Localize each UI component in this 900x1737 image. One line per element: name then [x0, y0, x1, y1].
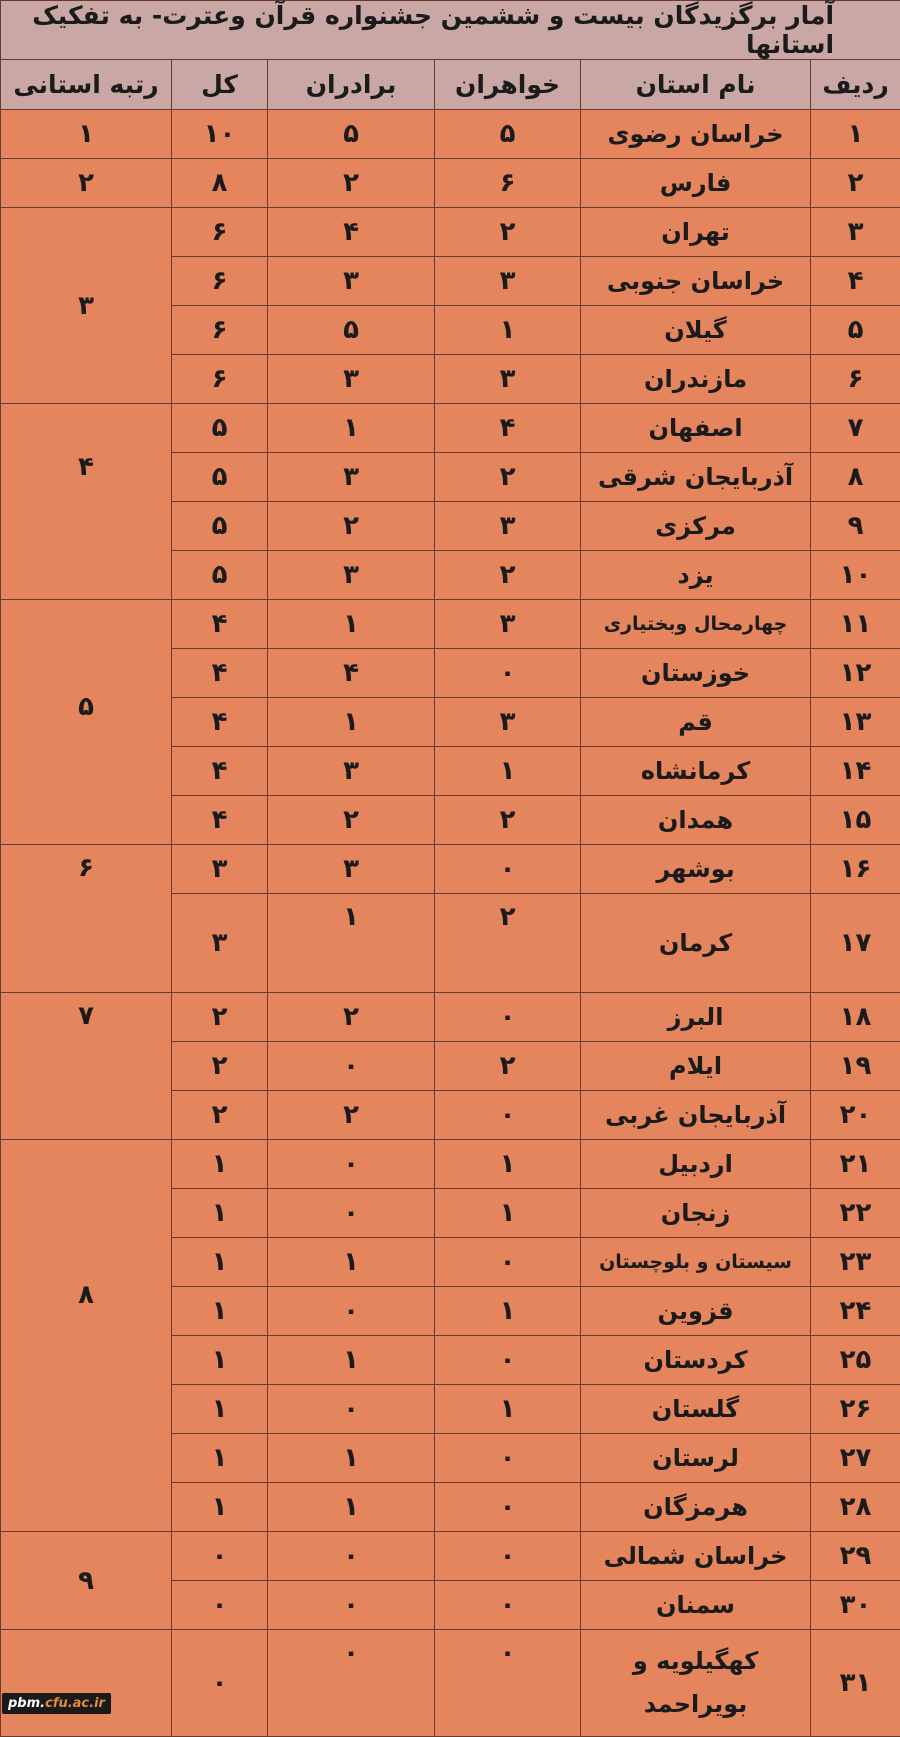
total-count: ۶: [172, 208, 268, 257]
brothers-count: ۴: [268, 649, 435, 698]
total-count: ۶: [172, 306, 268, 355]
brothers-count: ۰: [268, 1581, 435, 1630]
province-name: لرستان: [581, 1434, 811, 1483]
province-name: قم: [581, 698, 811, 747]
province-name: قزوین: [581, 1287, 811, 1336]
total-count: ۵: [172, 502, 268, 551]
brothers-count: ۳: [268, 453, 435, 502]
row-number: ۳۱: [811, 1630, 900, 1737]
table-row: [1, 600, 900, 649]
province-name: کرمان: [581, 894, 811, 993]
province-name: آذربایجان شرقی: [581, 453, 811, 502]
brothers-count: ۳: [268, 551, 435, 600]
province-name: گلستان: [581, 1385, 811, 1434]
row-number: ۲: [811, 159, 900, 208]
table-row: [1, 110, 900, 159]
total-count: ۴: [172, 747, 268, 796]
province-rank: ۳: [1, 208, 172, 404]
row-number: ۲۹: [811, 1532, 900, 1581]
brothers-count: ۱: [268, 1483, 435, 1532]
sisters-count: ۳: [435, 600, 581, 649]
province-rank: ۲: [1, 159, 172, 208]
sisters-count: ۰: [435, 1532, 581, 1581]
province-rank: ۸: [1, 1140, 172, 1532]
province-rank: ۷: [1, 993, 172, 1140]
total-count: ۲: [172, 1091, 268, 1140]
header-row: [1, 60, 900, 110]
province-name: همدان: [581, 796, 811, 845]
brothers-count: ۰: [268, 1630, 435, 1737]
brothers-count: ۰: [268, 1287, 435, 1336]
brothers-count: ۱: [268, 1434, 435, 1483]
table-row: [1, 208, 900, 257]
province-name: کهگیلویه و بویراحمد: [581, 1630, 811, 1737]
total-count: ۱: [172, 1483, 268, 1532]
total-count: ۴: [172, 796, 268, 845]
row-number: ۱۵: [811, 796, 900, 845]
sisters-count: ۰: [435, 845, 581, 894]
sisters-count: ۰: [435, 1581, 581, 1630]
sisters-count: ۰: [435, 1336, 581, 1385]
sisters-count: ۲: [435, 208, 581, 257]
sisters-count: ۱: [435, 306, 581, 355]
sisters-count: ۱: [435, 1385, 581, 1434]
brothers-count: ۱: [268, 698, 435, 747]
row-number: ۸: [811, 453, 900, 502]
table-row: [1, 1630, 900, 1737]
row-number: ۲۲: [811, 1189, 900, 1238]
total-count: ۱: [172, 1336, 268, 1385]
brothers-count: ۰: [268, 1189, 435, 1238]
row-number: ۲۷: [811, 1434, 900, 1483]
province-name: خراسان جنوبی: [581, 257, 811, 306]
total-count: ۵: [172, 453, 268, 502]
total-count: ۸: [172, 159, 268, 208]
row-number: ۱۰: [811, 551, 900, 600]
sisters-count: ۱: [435, 747, 581, 796]
row-number: ۹: [811, 502, 900, 551]
row-number: ۲۱: [811, 1140, 900, 1189]
sisters-count: ۲: [435, 453, 581, 502]
province-name: مرکزی: [581, 502, 811, 551]
brothers-count: ۳: [268, 845, 435, 894]
total-count: ۱: [172, 1189, 268, 1238]
total-count: ۳: [172, 845, 268, 894]
sisters-count: ۰: [435, 649, 581, 698]
sisters-count: ۱: [435, 1140, 581, 1189]
sisters-count: ۰: [435, 1434, 581, 1483]
brothers-count: ۱: [268, 1238, 435, 1287]
table-row: [1, 159, 900, 208]
brothers-count: ۳: [268, 355, 435, 404]
table-row: [1, 1140, 900, 1189]
row-number: ۱: [811, 110, 900, 159]
sisters-count: ۲: [435, 1042, 581, 1091]
row-number: ۱۹: [811, 1042, 900, 1091]
province-rank: ۱: [1, 110, 172, 159]
brothers-count: ۰: [268, 1532, 435, 1581]
province-name: اصفهان: [581, 404, 811, 453]
province-rank: ۹: [1, 1532, 172, 1630]
total-count: ۱: [172, 1238, 268, 1287]
total-count: ۳: [172, 894, 268, 993]
total-count: ۰: [172, 1532, 268, 1581]
header-sisters: خواهران: [435, 60, 581, 110]
row-number: ۱۸: [811, 993, 900, 1042]
province-rank: ۴: [1, 404, 172, 600]
sisters-count: ۳: [435, 257, 581, 306]
sisters-count: ۳: [435, 698, 581, 747]
total-count: ۱: [172, 1385, 268, 1434]
province-name: سیستان و بلوچستان: [581, 1238, 811, 1287]
sisters-count: ۶: [435, 159, 581, 208]
sisters-count: ۱: [435, 1287, 581, 1336]
site-logo-accent: cfu.ac.ir: [45, 1696, 105, 1711]
sisters-count: ۴: [435, 404, 581, 453]
province-name: چهارمحال وبختیاری: [581, 600, 811, 649]
province-name: خراسان شمالی: [581, 1532, 811, 1581]
header-rank: رتبه استانی: [1, 60, 172, 110]
total-count: ۲: [172, 1042, 268, 1091]
total-count: ۱: [172, 1140, 268, 1189]
row-number: ۲۸: [811, 1483, 900, 1532]
row-number: ۴: [811, 257, 900, 306]
province-rank: ۶: [1, 845, 172, 993]
brothers-count: ۲: [268, 993, 435, 1042]
row-number: ۱۷: [811, 894, 900, 993]
province-name: تهران: [581, 208, 811, 257]
total-count: ۰: [172, 1630, 268, 1737]
total-count: ۵: [172, 404, 268, 453]
province-name: ایلام: [581, 1042, 811, 1091]
sisters-count: ۳: [435, 355, 581, 404]
title-row: [1, 1, 900, 60]
total-count: ۴: [172, 698, 268, 747]
total-count: ۵: [172, 551, 268, 600]
province-name: اردبیل: [581, 1140, 811, 1189]
total-count: ۱: [172, 1287, 268, 1336]
province-name: آذربایجان غربی: [581, 1091, 811, 1140]
brothers-count: ۲: [268, 159, 435, 208]
province-name: خراسان رضوی: [581, 110, 811, 159]
site-logo: [2, 1693, 111, 1714]
total-count: ۴: [172, 600, 268, 649]
total-count: ۶: [172, 355, 268, 404]
brothers-count: ۱: [268, 404, 435, 453]
sisters-count: ۲: [435, 894, 581, 993]
province-name: سمنان: [581, 1581, 811, 1630]
sisters-count: ۰: [435, 1091, 581, 1140]
brothers-count: ۱: [268, 1336, 435, 1385]
row-number: ۱۴: [811, 747, 900, 796]
province-name: البرز: [581, 993, 811, 1042]
brothers-count: ۴: [268, 208, 435, 257]
brothers-count: ۰: [268, 1042, 435, 1091]
province-rank: ۵: [1, 600, 172, 845]
sisters-count: ۰: [435, 993, 581, 1042]
total-count: ۰: [172, 1581, 268, 1630]
row-number: ۱۶: [811, 845, 900, 894]
sisters-count: ۲: [435, 551, 581, 600]
brothers-count: ۱: [268, 600, 435, 649]
site-logo-main: pbm.: [8, 1696, 45, 1711]
row-number: ۲۴: [811, 1287, 900, 1336]
header-total: کل: [172, 60, 268, 110]
row-number: ۱۳: [811, 698, 900, 747]
province-rank-empty: [1, 1630, 172, 1737]
province-name: کردستان: [581, 1336, 811, 1385]
row-number: ۲۶: [811, 1385, 900, 1434]
row-number: ۵: [811, 306, 900, 355]
brothers-count: ۳: [268, 747, 435, 796]
header-row-number: ردیف: [811, 60, 900, 110]
header-province: نام استان: [581, 60, 811, 110]
province-name: فارس: [581, 159, 811, 208]
brothers-count: ۲: [268, 502, 435, 551]
total-count: ۱: [172, 1434, 268, 1483]
province-name: خوزستان: [581, 649, 811, 698]
total-count: ۴: [172, 649, 268, 698]
sisters-count: ۰: [435, 1630, 581, 1737]
province-name: بوشهر: [581, 845, 811, 894]
table-title: آمار برگزیدگان بیست و ششمین جشنواره قرآن وعترت- به تفکیک استانها: [1, 1, 900, 60]
row-number: ۷: [811, 404, 900, 453]
province-name: کرمانشاه: [581, 747, 811, 796]
province-name: مازندران: [581, 355, 811, 404]
row-number: ۳: [811, 208, 900, 257]
row-number: ۳۰: [811, 1581, 900, 1630]
brothers-count: ۵: [268, 110, 435, 159]
row-number: ۱۲: [811, 649, 900, 698]
sisters-count: ۲: [435, 796, 581, 845]
brothers-count: ۲: [268, 796, 435, 845]
province-name: گیلان: [581, 306, 811, 355]
header-brothers: برادران: [268, 60, 435, 110]
brothers-count: ۱: [268, 894, 435, 993]
row-number: ۱۱: [811, 600, 900, 649]
table-row: [1, 845, 900, 894]
brothers-count: ۰: [268, 1385, 435, 1434]
table-row: [1, 993, 900, 1042]
province-name: زنجان: [581, 1189, 811, 1238]
table-row: [1, 404, 900, 453]
table-row: [1, 1532, 900, 1581]
row-number: ۲۰: [811, 1091, 900, 1140]
row-number: ۶: [811, 355, 900, 404]
total-count: ۶: [172, 257, 268, 306]
brothers-count: ۰: [268, 1140, 435, 1189]
sisters-count: ۵: [435, 110, 581, 159]
brothers-count: ۵: [268, 306, 435, 355]
sisters-count: ۰: [435, 1483, 581, 1532]
province-name: یزد: [581, 551, 811, 600]
brothers-count: ۲: [268, 1091, 435, 1140]
sisters-count: ۰: [435, 1238, 581, 1287]
sisters-count: ۳: [435, 502, 581, 551]
row-number: ۲۳: [811, 1238, 900, 1287]
row-number: ۲۵: [811, 1336, 900, 1385]
total-count: ۱۰: [172, 110, 268, 159]
province-name: هرمزگان: [581, 1483, 811, 1532]
sisters-count: ۱: [435, 1189, 581, 1238]
total-count: ۲: [172, 993, 268, 1042]
brothers-count: ۳: [268, 257, 435, 306]
